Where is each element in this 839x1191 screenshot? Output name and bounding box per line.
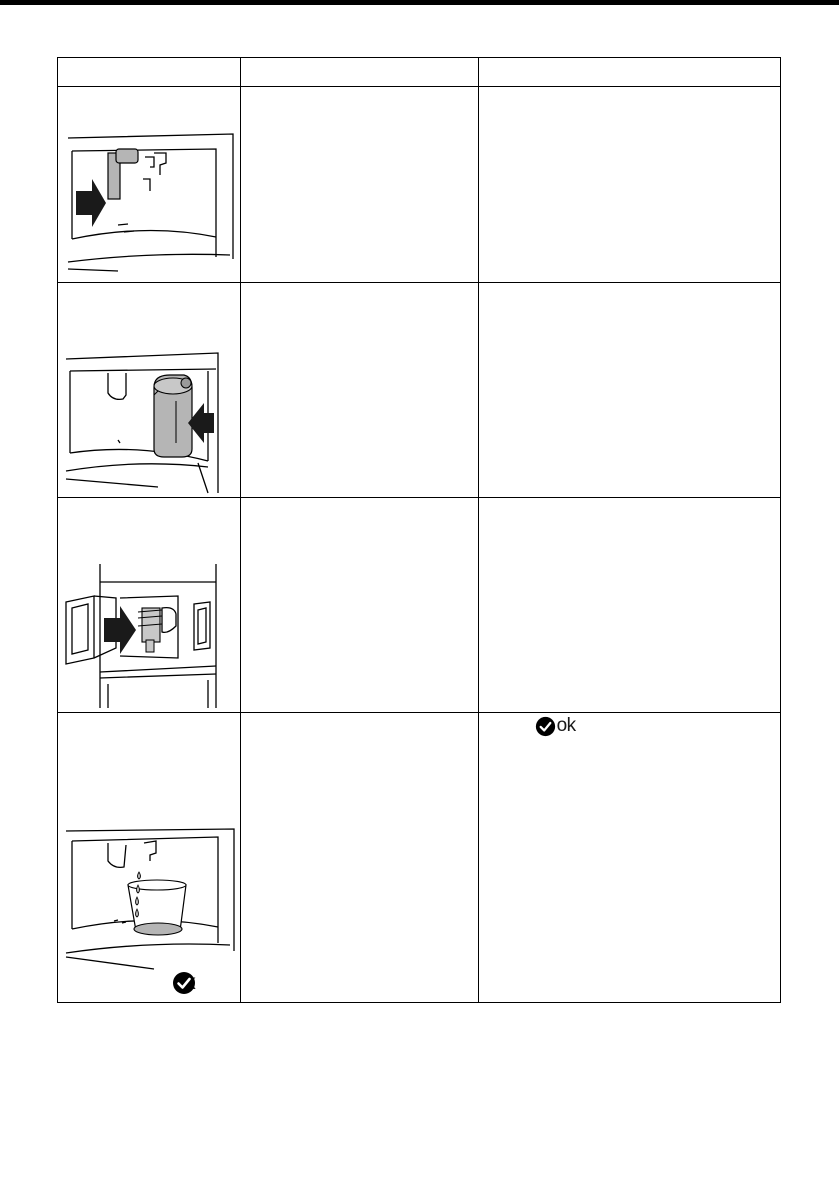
spout-arrow-icon (58, 87, 241, 282)
check-circle-icon (535, 716, 556, 737)
cup-dripping-icon (58, 713, 241, 1002)
action-cell (241, 498, 478, 713)
illustration-cell (58, 498, 241, 713)
action-cell (241, 713, 478, 1003)
note-cell (478, 713, 780, 1003)
table-row (58, 498, 781, 713)
header-cell-action (241, 58, 478, 87)
page-top-rule (0, 0, 839, 5)
action-cell (241, 87, 478, 283)
illustration-cell (58, 283, 241, 498)
table-row (58, 87, 781, 283)
instruction-table (57, 57, 781, 1003)
header-cell-note (478, 58, 780, 87)
illustration-cell (58, 713, 241, 1003)
note-cell (478, 283, 780, 498)
table-row (58, 713, 781, 1003)
ok-confirm-badge (535, 715, 576, 737)
door-open-arrow-icon (58, 498, 241, 712)
header-cell-illustration (58, 58, 241, 87)
milk-container-arrow-icon (58, 283, 241, 497)
note-cell (478, 498, 780, 713)
table-row (58, 283, 781, 498)
ok-confirm-badge (172, 971, 195, 995)
ok-label: ok (556, 715, 576, 736)
check-circle-icon (172, 971, 196, 995)
action-cell (241, 283, 478, 498)
table-header-row (58, 58, 781, 87)
illustration-cell (58, 87, 241, 283)
note-cell (478, 87, 780, 283)
